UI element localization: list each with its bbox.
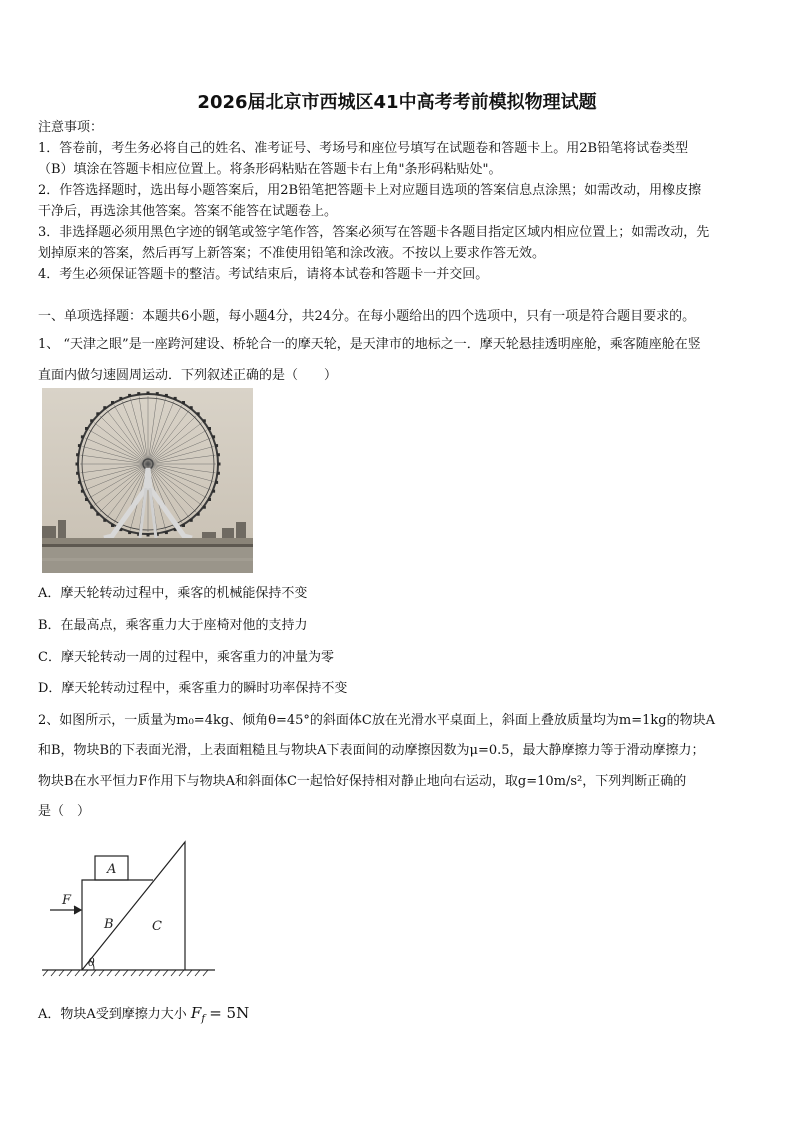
wheel-cabin (182, 524, 185, 527)
wheel-cabin (208, 498, 211, 501)
question-2-text: 和B，物块B的下表面光滑，上表面粗糙且与物块A下表面间的动摩擦因数为μ=0.5，最大静摩擦力等于滑动摩擦力； (38, 743, 705, 758)
formula-subscript: f (201, 1013, 206, 1025)
wheel-cabin (128, 531, 131, 534)
wheel-cabin (81, 435, 84, 438)
wheel-cabin (103, 519, 106, 522)
label-theta: θ (88, 956, 95, 969)
notice-line: 2．作答选择题时，选出每小题答案后，用2B铅笔把答题卡上对应题目选项的答案信息点涂黑；如需改动，用橡皮擦 (38, 183, 702, 198)
label-c: C (152, 919, 162, 934)
question-2-text: 2、如图所示，一质量为m₀=4kg、倾角θ=45°的斜面体C放在光滑水平桌面上，斜面上叠放质量均为m=1kg的物块A (38, 713, 715, 728)
option-text: A．物块A受到摩擦力大小 (38, 1007, 187, 1022)
wheel-cabin (78, 444, 81, 447)
wheel-cabin (197, 513, 200, 516)
wheel-cabin (76, 453, 79, 456)
wheel-cabin (212, 490, 215, 493)
wheel-cabin (215, 481, 218, 484)
wheel-cabin (85, 427, 88, 430)
wheel-cabin (111, 524, 114, 527)
wheel-cabin (147, 392, 150, 395)
wheel-cabin (182, 401, 185, 404)
wheel-cabin (174, 397, 177, 400)
section-heading: 一、单项选择题：本题共6小题，每小题4分，共24分。在每小题给出的四个选项中，只有一项是符合题目要求的。 (38, 309, 696, 324)
wheel-cabin (203, 419, 206, 422)
label-f: F (62, 893, 72, 908)
wheel-cabin (218, 463, 221, 466)
label-a: A (107, 862, 117, 877)
wheel-cabin (76, 472, 79, 475)
wheel-cabin (215, 444, 218, 447)
question-1-option-a: A．摩天轮转动过程中，乘客的机械能保持不变 (38, 586, 308, 601)
wheel-cabin (76, 463, 79, 466)
wheel-cabin (78, 481, 81, 484)
question-1-option-d: D．摩天轮转动过程中，乘客重力的瞬时功率保持不变 (38, 681, 348, 696)
notice-line: 3．非选择题必须用黑色字迹的钢笔或签字笔作答，答案必须写在答题卡各题目指定区域内相应位置上；如需改动，先 (38, 225, 710, 240)
wheel-cabin (208, 427, 211, 430)
wheel-cabin (128, 394, 131, 397)
wheel-cabin (212, 435, 215, 438)
wheel-cabin (190, 519, 193, 522)
question-1-text: 直面内做匀速圆周运动．下列叙述正确的是（ ） (38, 368, 338, 383)
incline-diagram (40, 828, 220, 978)
wheel-cabin (119, 397, 122, 400)
notice-line: 干净后，再选涂其他答案。答案不能答在试题卷上。 (38, 204, 338, 219)
wheel-cabin (137, 392, 140, 395)
wheel-cabin (165, 531, 168, 534)
wheel-cabin (96, 513, 99, 516)
wheel-cabin (217, 453, 220, 456)
notice-line: 4．考生必须保证答题卡的整洁。考试结束后，请将本试卷和答题卡一并交回。 (38, 267, 489, 282)
wheel-cabin (103, 406, 106, 409)
notice-line: 1．答卷前，考生务必将自己的姓名、准考证号、考场号和座位号填写在试题卷和答题卡上。用2B铅笔将试卷类型 (38, 141, 689, 156)
wheel-cabin (197, 412, 200, 415)
question-2-text: 物块B在水平恒力F作用下与物块A和斜面体C一起恰好保持相对静止地向右运动，取g=10m/s²，下列判断正确的 (38, 774, 687, 789)
wheel-cabin (190, 406, 193, 409)
question-1-text: 1、 “天津之眼”是一座跨河建设、桥轮合一的摩天轮，是天津市的地标之一．摩天轮悬挂透明座舱，乘客随座舱在竖 (38, 337, 701, 352)
wheel-cabin (165, 394, 168, 397)
question-2-text: 是（ ） (38, 804, 91, 819)
wheel-cabin (81, 490, 84, 493)
question-1-option-b: B．在最高点，乘客重力大于座椅对他的支持力 (38, 618, 308, 633)
wheel-cabin (203, 506, 206, 509)
wheel-cabin (147, 534, 150, 537)
notice-line: （B）填涂在答题卡相应位置上。将条形码粘贴在答题卡右上角"条形码粘贴处"。 (38, 162, 502, 177)
wheel-cabin (90, 506, 93, 509)
wheel-cabin (90, 419, 93, 422)
ferris-wheel-photo (42, 388, 253, 573)
wheel-cabin (156, 392, 159, 395)
label-b: B (104, 917, 114, 932)
formula-value: = 5N (209, 1004, 250, 1022)
wheel-cabin (111, 401, 114, 404)
page-title: 2026届北京市西城区41中高考考前模拟物理试题 (197, 92, 597, 113)
wheel-cabin (217, 472, 220, 475)
notice-line: 划掉原来的答案，然后再写上新答案；不准使用铅笔和涂改液。不按以上要求作答无效。 (38, 246, 546, 261)
wheel-cabin (85, 498, 88, 501)
wheel-cabin (96, 412, 99, 415)
formula-symbol: F (190, 1004, 202, 1022)
question-2-option-a (38, 1003, 249, 1025)
question-1-option-c: C．摩天轮转动一周的过程中，乘客重力的冲量为零 (38, 650, 334, 665)
notice-heading: 注意事项： (38, 120, 104, 135)
